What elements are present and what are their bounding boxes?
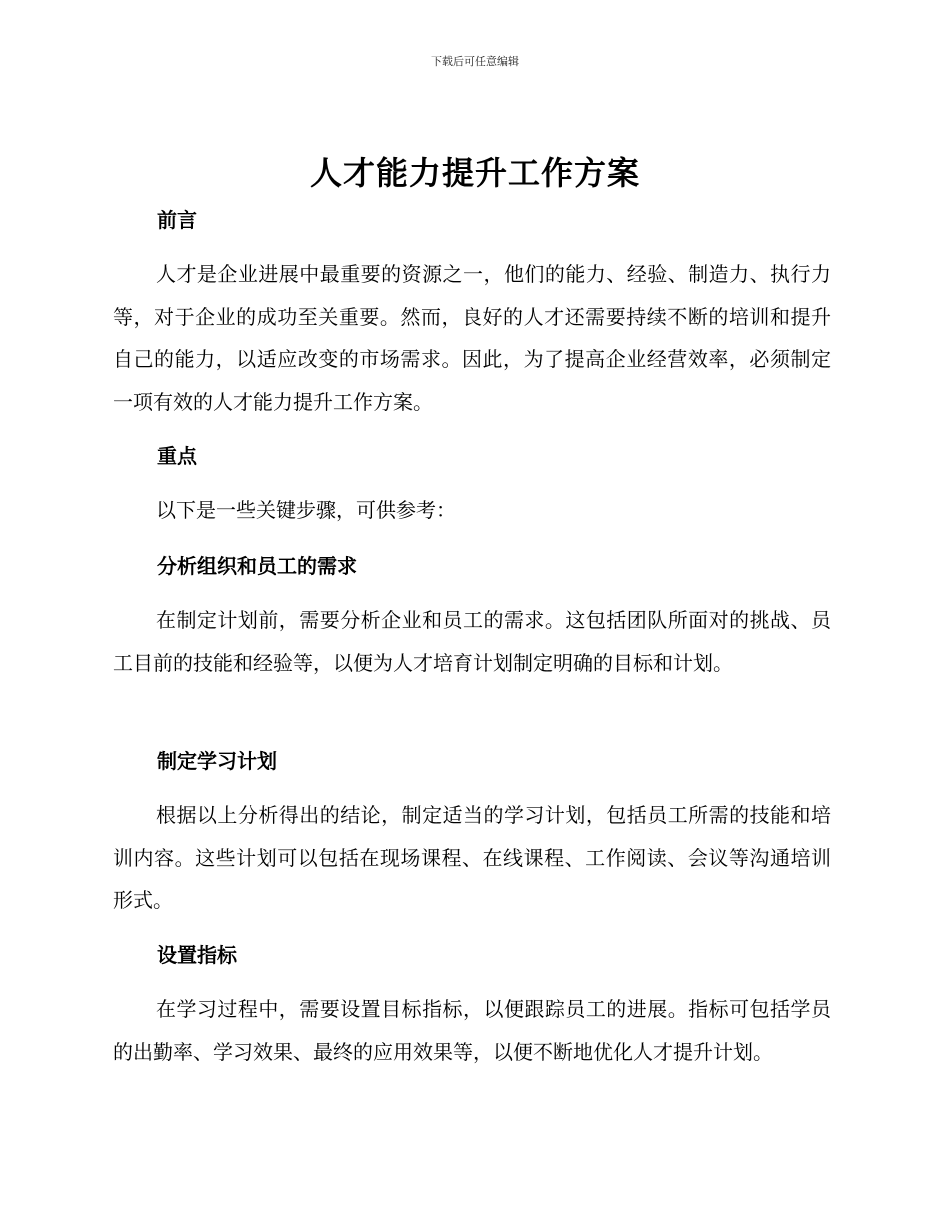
- section-heading-set-metrics: 设置指标: [157, 943, 237, 967]
- section-heading-preface: 前言: [157, 208, 197, 232]
- section-heading-learning-plan: 制定学习计划: [157, 749, 277, 773]
- paragraph-learning-plan: 根据以上分析得出的结论，制定适当的学习计划，包括员工所需的技能和培训内容。这些计划可以包括在现场课程、在线课程、工作阅读、会议等沟通培训形式。: [113, 803, 831, 912]
- section-heading-key-points: 重点: [157, 444, 197, 468]
- paragraph-set-metrics: 在学习过程中，需要设置目标指标，以便跟踪员工的进展。指标可包括学员的出勤率、学习效果、最终的应用效果等，以便不断地优化人才提升计划。: [113, 997, 831, 1064]
- page-header: 下载后可任意编辑: [431, 55, 519, 68]
- section-heading-analyze-needs: 分析组织和员工的需求: [157, 554, 357, 578]
- document-title: 人才能力提升工作方案: [309, 154, 640, 192]
- paragraph-analyze-needs: 在制定计划前，需要分析企业和员工的需求。这包括团队所面对的挑战、员工目前的技能和经验等，以便为人才培育计划制定明确的目标和计划。: [113, 608, 831, 675]
- paragraph-key-points: 以下是一些关键步骤，可供参考：: [156, 498, 456, 522]
- paragraph-preface: 人才是企业进展中最重要的资源之一，他们的能力、经验、制造力、执行力等，对于企业的成功至关重要。然而，良好的人才还需要持续不断的培训和提升自己的能力，以适应改变的市场需求。因此，为了提高企业经营效率，必须制定一项有效的人才能力提升工作方案。: [113, 262, 831, 414]
